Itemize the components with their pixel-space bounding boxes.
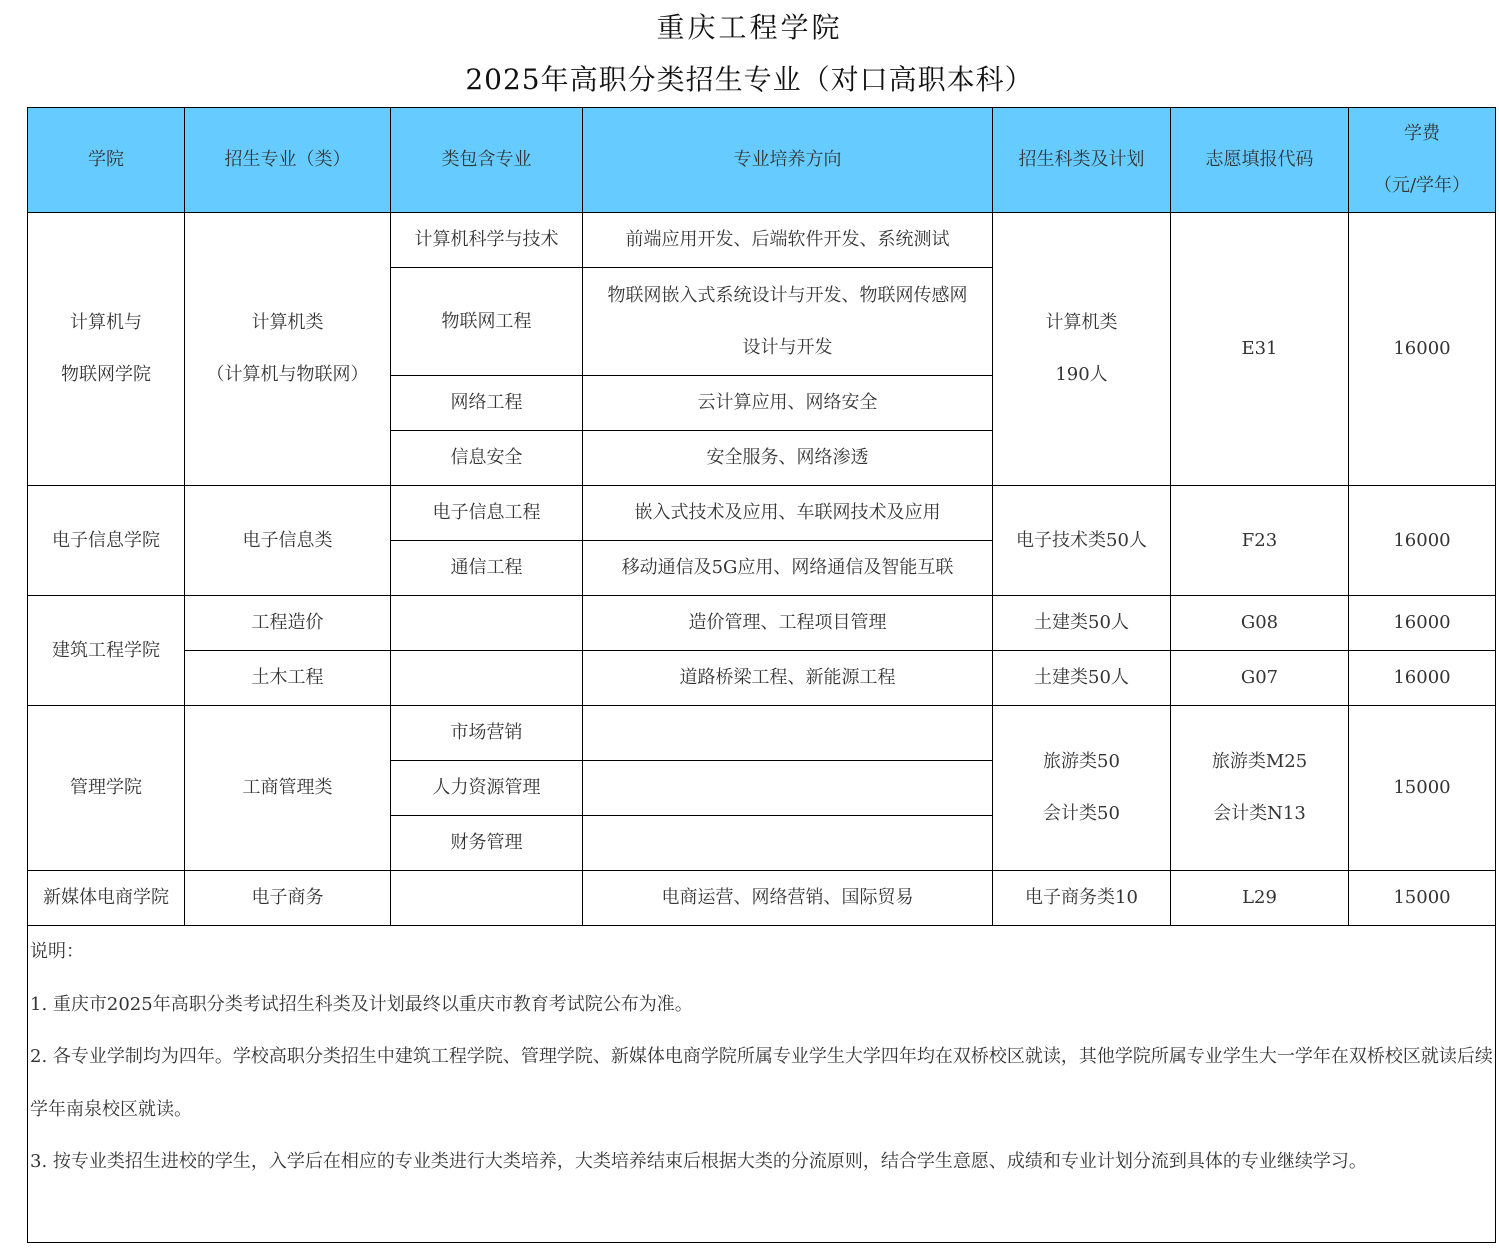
code-cell: G07 [1171, 651, 1349, 706]
included-cell: 物联网工程 [391, 268, 583, 376]
plan-cell: 计算机类 190人 [993, 213, 1171, 486]
included-cell [391, 596, 583, 651]
included-cell: 市场营销 [391, 706, 583, 761]
college-cell: 管理学院 [28, 706, 185, 871]
college-cell: 新媒体电商学院 [28, 871, 185, 926]
header-row [28, 108, 1496, 213]
major-cell: 工程造价 [185, 596, 391, 651]
major-cell: 电子信息类 [185, 486, 391, 596]
admissions-table [27, 107, 1496, 1243]
header-major: 招生专业（类） [185, 108, 391, 213]
code-cell: E31 [1171, 213, 1349, 486]
major-cell: 计算机类 （计算机与物联网） [185, 213, 391, 486]
included-cell [391, 871, 583, 926]
included-cell [391, 651, 583, 706]
fee-cell: 16000 [1349, 213, 1496, 486]
header-plan: 招生科类及计划 [993, 108, 1171, 213]
included-cell: 信息安全 [391, 431, 583, 486]
included-cell: 财务管理 [391, 816, 583, 871]
notes-heading: 说明： [30, 941, 84, 962]
table-row [28, 486, 1496, 541]
direction-cell: 电商运营、网络营销、国际贸易 [583, 871, 993, 926]
direction-cell [583, 706, 993, 761]
fee-cell: 15000 [1349, 871, 1496, 926]
header-fee [1349, 108, 1496, 213]
code-cell: F23 [1171, 486, 1349, 596]
header-direction: 专业培养方向 [583, 108, 993, 213]
header-fee-line1: 学费 [1404, 123, 1440, 144]
header-college: 学院 [28, 108, 185, 213]
table-row [28, 706, 1496, 761]
direction-cell: 物联网嵌入式系统设计与开发、物联网传感网 设计与开发 [583, 268, 993, 376]
included-cell: 人力资源管理 [391, 761, 583, 816]
table-row [28, 651, 1496, 706]
plan-cell: 旅游类50 会计类50 [993, 706, 1171, 871]
college-cell: 计算机与 物联网学院 [28, 213, 185, 486]
major-cell: 工商管理类 [185, 706, 391, 871]
included-cell: 计算机科学与技术 [391, 213, 583, 268]
code-cell: 旅游类M25 会计类N13 [1171, 706, 1349, 871]
document-subtitle: 2025年高职分类招生专业（对口高职本科） [465, 63, 1034, 96]
fee-cell: 16000 [1349, 651, 1496, 706]
table-row [28, 213, 1496, 268]
direction-cell: 云计算应用、网络安全 [583, 376, 993, 431]
direction-cell: 前端应用开发、后端软件开发、系统测试 [583, 213, 993, 268]
direction-cell: 安全服务、网络渗透 [583, 431, 993, 486]
major-cell: 电子商务 [185, 871, 391, 926]
notes-cell [28, 926, 1496, 1243]
direction-cell [583, 816, 993, 871]
college-cell: 电子信息学院 [28, 486, 185, 596]
college-cell: 建筑工程学院 [28, 596, 185, 706]
included-cell: 通信工程 [391, 541, 583, 596]
header-included: 类包含专业 [391, 108, 583, 213]
included-cell: 网络工程 [391, 376, 583, 431]
plan-cell: 电子商务类10 [993, 871, 1171, 926]
notes-row [28, 926, 1496, 1243]
note-item: 1. 重庆市2025年高职分类考试招生科类及计划最终以重庆市教育考试院公布为准。 [30, 993, 693, 1015]
header-code: 志愿填报代码 [1171, 108, 1349, 213]
major-cell: 土木工程 [185, 651, 391, 706]
plan-cell: 土建类50人 [993, 596, 1171, 651]
direction-cell [583, 761, 993, 816]
direction-cell: 造价管理、工程项目管理 [583, 596, 993, 651]
table-row [28, 871, 1496, 926]
code-cell: G08 [1171, 596, 1349, 651]
direction-cell: 移动通信及5G应用、网络通信及智能互联 [583, 541, 993, 596]
direction-cell: 嵌入式技术及应用、车联网技术及应用 [583, 486, 993, 541]
document-title: 重庆工程学院 [656, 11, 843, 44]
fee-cell: 15000 [1349, 706, 1496, 871]
direction-cell: 道路桥梁工程、新能源工程 [583, 651, 993, 706]
included-cell: 电子信息工程 [391, 486, 583, 541]
plan-cell: 土建类50人 [993, 651, 1171, 706]
note-item: 3. 按专业类招生进校的学生，入学后在相应的专业类进行大类培养，大类培养结束后根据大类的分流原则，结合学生意愿、成绩和专业计划分流到具体的专业继续学习。 [30, 1151, 1367, 1172]
fee-cell: 16000 [1349, 596, 1496, 651]
header-fee-line2: （元/学年） [1373, 175, 1471, 196]
note-item: 2. 各专业学制均为四年。学校高职分类招生中建筑工程学院、管理学院、新媒体电商学院所属专业学生大学四年均在双桥校区就读，其他学院所属专业学生大一学年在双桥校区就读后续学年南泉校区就读。 [30, 1046, 1493, 1120]
code-cell: L29 [1171, 871, 1349, 926]
fee-cell: 16000 [1349, 486, 1496, 596]
plan-cell: 电子技术类50人 [993, 486, 1171, 596]
table-row [28, 596, 1496, 651]
